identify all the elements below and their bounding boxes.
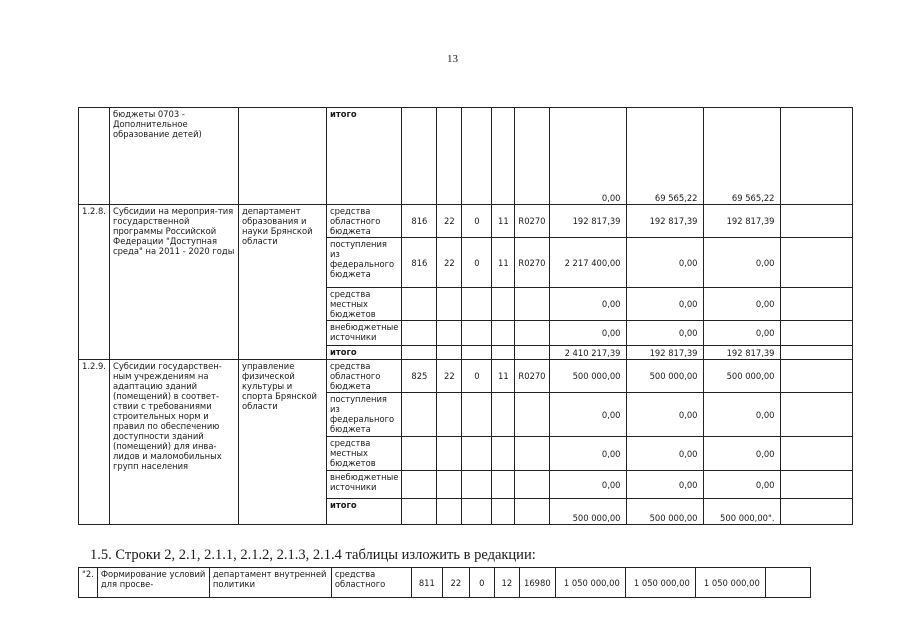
code-cell: 16980 <box>519 568 555 598</box>
section-heading: 1.5. Строки 2, 2.1, 2.1.1, 2.1.2, 2.1.3, 2.1.4 таблицы изложить в редакции: <box>90 547 536 563</box>
amount-cell: 0,00 <box>626 288 703 321</box>
funding-source: средства областного бюджета <box>326 205 401 238</box>
amount-cell: 0,00 <box>703 471 780 499</box>
code-cell: 12 <box>494 568 519 598</box>
amount-cell: 0,00 <box>626 238 703 288</box>
code-cell <box>402 346 437 360</box>
amount-cell: 192 817,39 <box>626 346 703 360</box>
code-cell: 22 <box>437 205 462 238</box>
code-cell: R0270 <box>515 205 549 238</box>
amount-cell: 69 565,22 <box>703 108 780 205</box>
amount-cell: 0,00 <box>549 437 626 471</box>
code-cell: 811 <box>411 568 442 598</box>
amount-cell: 69 565,22 <box>626 108 703 205</box>
code-cell <box>437 321 462 346</box>
row-number <box>79 108 110 205</box>
table-row <box>79 108 853 205</box>
row-number: 1.2.9. <box>79 360 110 525</box>
amount-cell: 500 000,00 <box>626 499 703 525</box>
code-cell <box>437 471 462 499</box>
amount-cell: 0,00 <box>549 321 626 346</box>
row-executor <box>238 108 326 205</box>
empty-cell <box>780 499 852 525</box>
code-cell: 825 <box>402 360 437 393</box>
code-cell <box>492 499 515 525</box>
code-cell: 22 <box>437 238 462 288</box>
code-cell <box>492 393 515 437</box>
amount-cell: 0,00 <box>703 393 780 437</box>
code-cell <box>492 471 515 499</box>
code-cell <box>437 346 462 360</box>
amount-cell: 500 000,00 <box>626 360 703 393</box>
code-cell <box>515 321 549 346</box>
code-cell <box>402 108 437 205</box>
funding-source: поступления из федерального бюджета <box>326 238 401 288</box>
code-cell <box>492 108 515 205</box>
code-cell <box>492 321 515 346</box>
code-cell <box>492 288 515 321</box>
empty-cell <box>780 393 852 437</box>
empty-cell <box>780 108 852 205</box>
amount-cell: 0,00 <box>626 393 703 437</box>
budget-table <box>78 107 853 525</box>
amount-cell: 500 000,00 <box>549 360 626 393</box>
code-cell <box>462 346 492 360</box>
amount-cell: 500 000,00 <box>549 499 626 525</box>
code-cell <box>492 346 515 360</box>
funding-source: средства областного <box>331 568 411 598</box>
row-number: "2. <box>79 568 98 598</box>
empty-cell <box>780 360 852 393</box>
amount-cell: 0,00 <box>703 321 780 346</box>
amount-cell: 0,00 <box>549 288 626 321</box>
amount-cell: 0,00 <box>703 437 780 471</box>
amount-cell: 192 817,39 <box>626 205 703 238</box>
code-cell <box>437 288 462 321</box>
amount-cell: 0,00 <box>626 437 703 471</box>
code-cell: 11 <box>492 205 515 238</box>
row-name: бюджеты 0703 - Дополнительное образование детей) <box>109 108 238 205</box>
code-cell: 816 <box>402 238 437 288</box>
code-cell: 0 <box>462 360 492 393</box>
code-cell: 11 <box>492 238 515 288</box>
code-cell <box>515 288 549 321</box>
row-number: 1.2.8. <box>79 205 110 360</box>
funding-source: итого <box>326 499 401 525</box>
code-cell: 22 <box>437 360 462 393</box>
code-cell <box>402 393 437 437</box>
amount-cell: 192 817,39 <box>549 205 626 238</box>
table-row <box>79 360 853 393</box>
amount-cell: 0,00 <box>703 288 780 321</box>
row-executor: департамент внутренней политики <box>209 568 331 598</box>
code-cell: 11 <box>492 360 515 393</box>
empty-cell <box>780 346 852 360</box>
code-cell <box>462 393 492 437</box>
code-cell <box>402 499 437 525</box>
code-cell <box>515 346 549 360</box>
row-executor: управление физической культуры и спорта Брянской области <box>238 360 326 525</box>
amount-cell: 2 410 217,39 <box>549 346 626 360</box>
code-cell <box>462 437 492 471</box>
funding-source: внебюджетные источники <box>326 321 401 346</box>
code-cell: 816 <box>402 205 437 238</box>
funding-source: итого <box>326 346 401 360</box>
code-cell <box>462 321 492 346</box>
code-cell <box>462 471 492 499</box>
amount-cell: 0,00 <box>549 471 626 499</box>
code-cell <box>437 499 462 525</box>
amount-cell: 1 050 000,00 <box>695 568 765 598</box>
amount-cell: 500 000,00 <box>703 360 780 393</box>
table-row <box>79 205 853 238</box>
amount-cell: 192 817,39 <box>703 205 780 238</box>
code-cell <box>515 393 549 437</box>
row-name: Формирование условий для просве- <box>97 568 209 598</box>
funding-source: средства областного бюджета <box>326 360 401 393</box>
code-cell <box>492 437 515 471</box>
funding-source: поступления из федерального бюджета <box>326 393 401 437</box>
empty-cell <box>765 568 810 598</box>
amount-cell: 0,00 <box>549 108 626 205</box>
code-cell <box>462 288 492 321</box>
row-name: Субсидии на мероприя-тия государственной программы Российской Федерации "Доступная среда" на 2011 - 2020 годы <box>109 205 238 360</box>
code-cell <box>437 108 462 205</box>
code-cell <box>402 471 437 499</box>
empty-cell <box>780 471 852 499</box>
code-cell: 0 <box>462 205 492 238</box>
amount-cell: 0,00 <box>703 238 780 288</box>
amount-cell: 192 817,39 <box>703 346 780 360</box>
page-number: 13 <box>447 53 458 65</box>
row-executor: департамент образования и науки Брянской области <box>238 205 326 360</box>
amount-cell: 0,00 <box>626 471 703 499</box>
amount-cell: 1 050 000,00 <box>555 568 625 598</box>
code-cell <box>462 108 492 205</box>
code-cell <box>402 437 437 471</box>
funding-source: итого <box>326 108 401 205</box>
empty-cell <box>780 288 852 321</box>
row-name: Субсидии государствен-ным учреждениям на адаптацию зданий (помещений) в соответ-ствии с требованиями строительных норм и правил по обеспечению доступности зданий (помещений) для инва-лидов и маломобильных групп населения <box>109 360 238 525</box>
amount-cell: 2 217 400,00 <box>549 238 626 288</box>
amount-cell: 500 000,00". <box>703 499 780 525</box>
code-cell: 0 <box>462 238 492 288</box>
code-cell: R0270 <box>515 360 549 393</box>
code-cell <box>437 437 462 471</box>
code-cell <box>402 321 437 346</box>
code-cell <box>437 393 462 437</box>
empty-cell <box>780 321 852 346</box>
code-cell <box>402 288 437 321</box>
amount-cell: 0,00 <box>549 393 626 437</box>
amount-cell: 1 050 000,00 <box>625 568 695 598</box>
code-cell <box>515 471 549 499</box>
funding-source: средства местных бюджетов <box>326 437 401 471</box>
code-cell <box>515 499 549 525</box>
amount-cell: 0,00 <box>626 321 703 346</box>
code-cell <box>462 499 492 525</box>
funding-source: средства местных бюджетов <box>326 288 401 321</box>
empty-cell <box>780 238 852 288</box>
code-cell <box>515 437 549 471</box>
code-cell <box>515 108 549 205</box>
table-row <box>79 568 811 598</box>
code-cell: 22 <box>442 568 469 598</box>
bottom-budget-table <box>78 567 811 598</box>
code-cell: 0 <box>469 568 494 598</box>
funding-source: внебюджетные источники <box>326 471 401 499</box>
empty-cell <box>780 437 852 471</box>
empty-cell <box>780 205 852 238</box>
code-cell: R0270 <box>515 238 549 288</box>
